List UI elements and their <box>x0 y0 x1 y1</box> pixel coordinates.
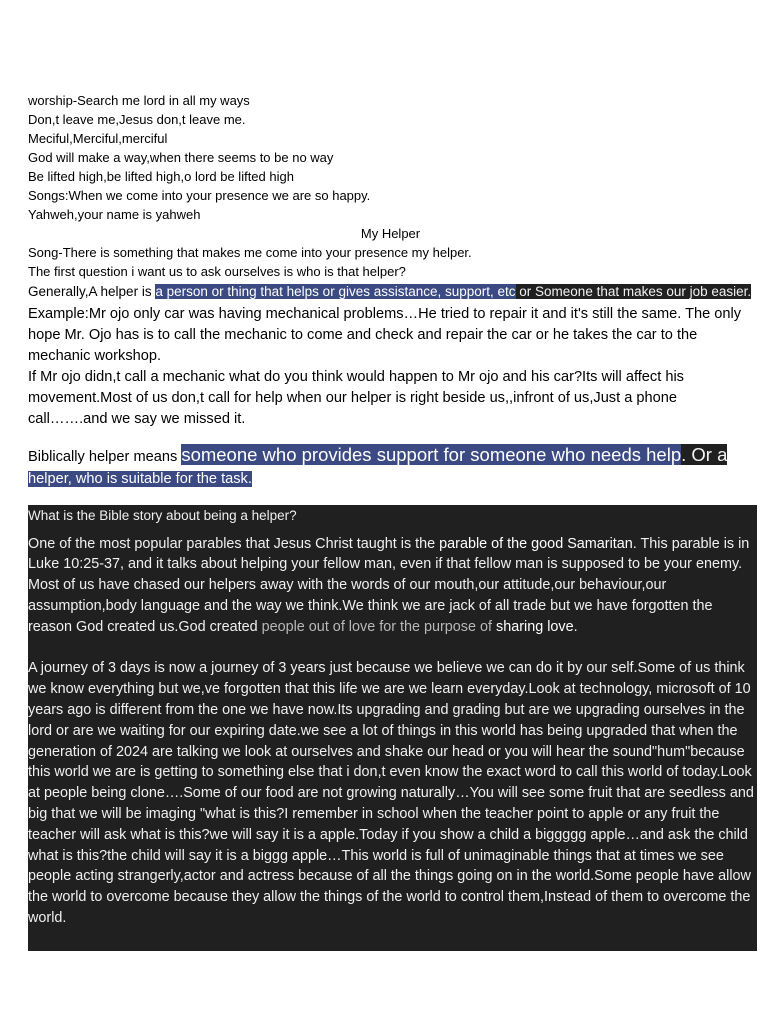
generally-prefix: Generally,A helper is <box>28 284 156 299</box>
journey-paragraph: A journey of 3 days is now a journey of 3 years just because we believe we can do it by our self.Some of us think we know everything but we,ve forgotten that this life we are we learn everyday.Look at technology, microsoft of 10 years ago is different from the one we have now.Its upgrading and grading but are we upgrading ourselves in the lord or are we waiting for our expiring date.we see a lot of things in this world has being upgraded that when the generation of 2024 are talking we look at ourselves and shake our head or you will hear the sound"hum"because this world we are is getting to something else that i don,t even know the exact word to call this world of today.Look at people being clone….Some of our food are not growing naturally…You will see some fruit that are seedless and big that we will be imaging "what is this?I remember in school when the teacher point to apple or any fruit the teacher will ask what is this?we will say it is a apple.Today if you show a child a biggggg apple…and ask the child what is this?the child will say it is a biggg apple…This world is full of unimaginable things that at times we see people acting strangerly,actor and actress because of all the things going on in the world.Some people have allow the world to overcome because they allow the things of the world to control them,Instead of them to overcome the world. <box>28 660 754 926</box>
sharing-love: sharing love <box>496 618 574 635</box>
paragraph-gap <box>28 638 757 659</box>
if-paragraph: If Mr ojo didn,t call a mechanic what do you think would happen to Mr ojo and his car?Its will affect his movement.Most of us don,t call for help when our helper is right beside us,,infront of us,Just a phone call…….and we say we missed it. <box>28 369 684 427</box>
song-helper-line: Song-There is something that makes me come into your presence my helper. <box>28 245 472 260</box>
helper-definition-dark: or Someone that makes our job easier. <box>515 284 752 299</box>
para1-part-c: . This parable is in Luke 10:25-37, and it talks about helping your fellow man, even if that fellow man is supposed to be your enemy. Most of us have chased our helpers away with the words of our mouth,our attitude,our behaviour,our assumption,body language and the way we think.We think we are jack of all trade but we have forgotten the reason God created us.God created <box>28 535 750 635</box>
bible-story-question: What is the Bible story about being a helper? <box>28 507 297 523</box>
song-line-6: Yahweh,your name is yahweh <box>28 207 201 222</box>
example-paragraph: Example:Mr ojo only car was having mechanical problems…He tried to repair it and it's still the same. The only hope Mr. Ojo has is to call the mechanic to come and check and repair the car or he takes the car to the mechanic workshop. <box>28 306 742 364</box>
song-line-1: Don,t leave me,Jesus don,t leave me. <box>28 112 246 127</box>
song-line-4: Be lifted high,be lifted high,o lord be lifted high <box>28 169 294 184</box>
helper-definition-highlight: a person or thing that helps or gives assistance, support, etc <box>155 284 516 299</box>
generally-paragraph <box>28 282 753 302</box>
para1-part-a: One of the most popular parables that Jesus Christ taught is the <box>28 535 440 552</box>
good-samaritan-paragraph <box>28 534 757 638</box>
biblical-definition-highlight: someone who provides support for someone who needs help <box>181 444 682 465</box>
biblically-paragraph <box>28 444 753 490</box>
document-body <box>28 91 753 951</box>
biblically-prefix: Biblically helper means <box>28 449 182 465</box>
question-line: The first question i want us to ask ourselves is who is that helper? <box>28 264 406 279</box>
song-line-5: Songs:When we come into your presence we are so happy. <box>28 188 371 203</box>
biblical-definition-dark: . Or a <box>681 444 728 465</box>
worship-line: worship-Search me lord in all my ways <box>28 93 250 108</box>
para1-part-f: . <box>573 618 578 635</box>
song-line-2: Meciful,Merciful,merciful <box>28 131 168 146</box>
dark-highlight-block <box>28 505 757 951</box>
para1-part-d: people out of love for the purpose of <box>261 618 497 635</box>
song-line-3: God will make a way,when there seems to be no way <box>28 150 334 165</box>
document-title: My Helper <box>360 226 421 241</box>
biblical-definition-rest: helper, who is suitable for the task. <box>28 471 252 487</box>
parable-name: parable of the good Samaritan <box>439 535 633 552</box>
